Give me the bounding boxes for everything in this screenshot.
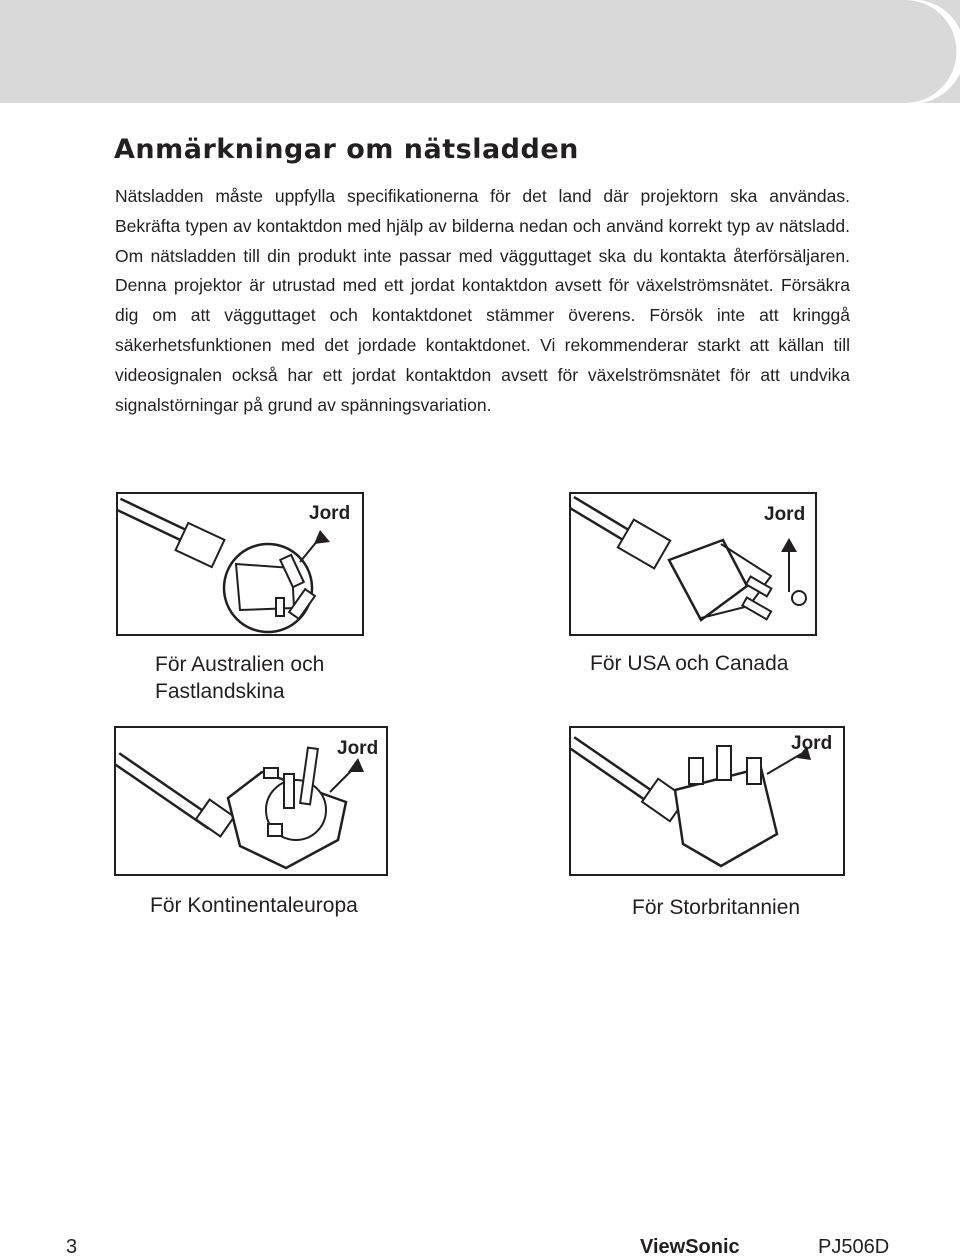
brand-name: ViewSonic <box>640 1236 740 1258</box>
ground-label-usa: Jord <box>764 504 806 525</box>
header-tab-shape <box>720 0 960 103</box>
body-paragraph: Nätsladden måste uppfylla specifikationerna för det land där projektorn ska användas. Bekräfta typen av kontaktdon med hjälp av bilderna nedan och använd korrekt typ av nätsladd. Om nätsladden till din produkt inte passar med vägguttaget ska du kontakta återförsäljaren. Denna projektor är utrustad med ett jordat kontaktdon avsett för växelströmsnätet. Försäkra dig om att vägguttaget och kontaktdonet stämmer överens. Försök inte att kringgå säkerhetsfunktionen med det jordade kontaktdonet. Vi rekommenderar starkt att källan till videosignalen också har ett jordat kontaktdon avsett för växelströmsnätet för att undvika signalstörningar på grund av spänningsvariation. <box>115 186 850 415</box>
model-number: PJ506D <box>818 1236 890 1258</box>
page-number: 3 <box>66 1236 78 1258</box>
caption-australia-line2: Fastlandskina <box>155 680 285 703</box>
caption-usa: För USA och Canada <box>590 652 789 675</box>
ground-label-australia: Jord <box>309 503 351 524</box>
ground-label-uk: Jord <box>791 733 833 754</box>
ground-label-europe: Jord <box>337 738 379 759</box>
caption-europe: För Kontinentaleuropa <box>150 894 358 917</box>
caption-uk: För Storbritannien <box>632 896 801 919</box>
caption-australia-line1: För Australien och <box>155 653 325 676</box>
page-title: Anmärkningar om nätsladden <box>114 134 579 165</box>
